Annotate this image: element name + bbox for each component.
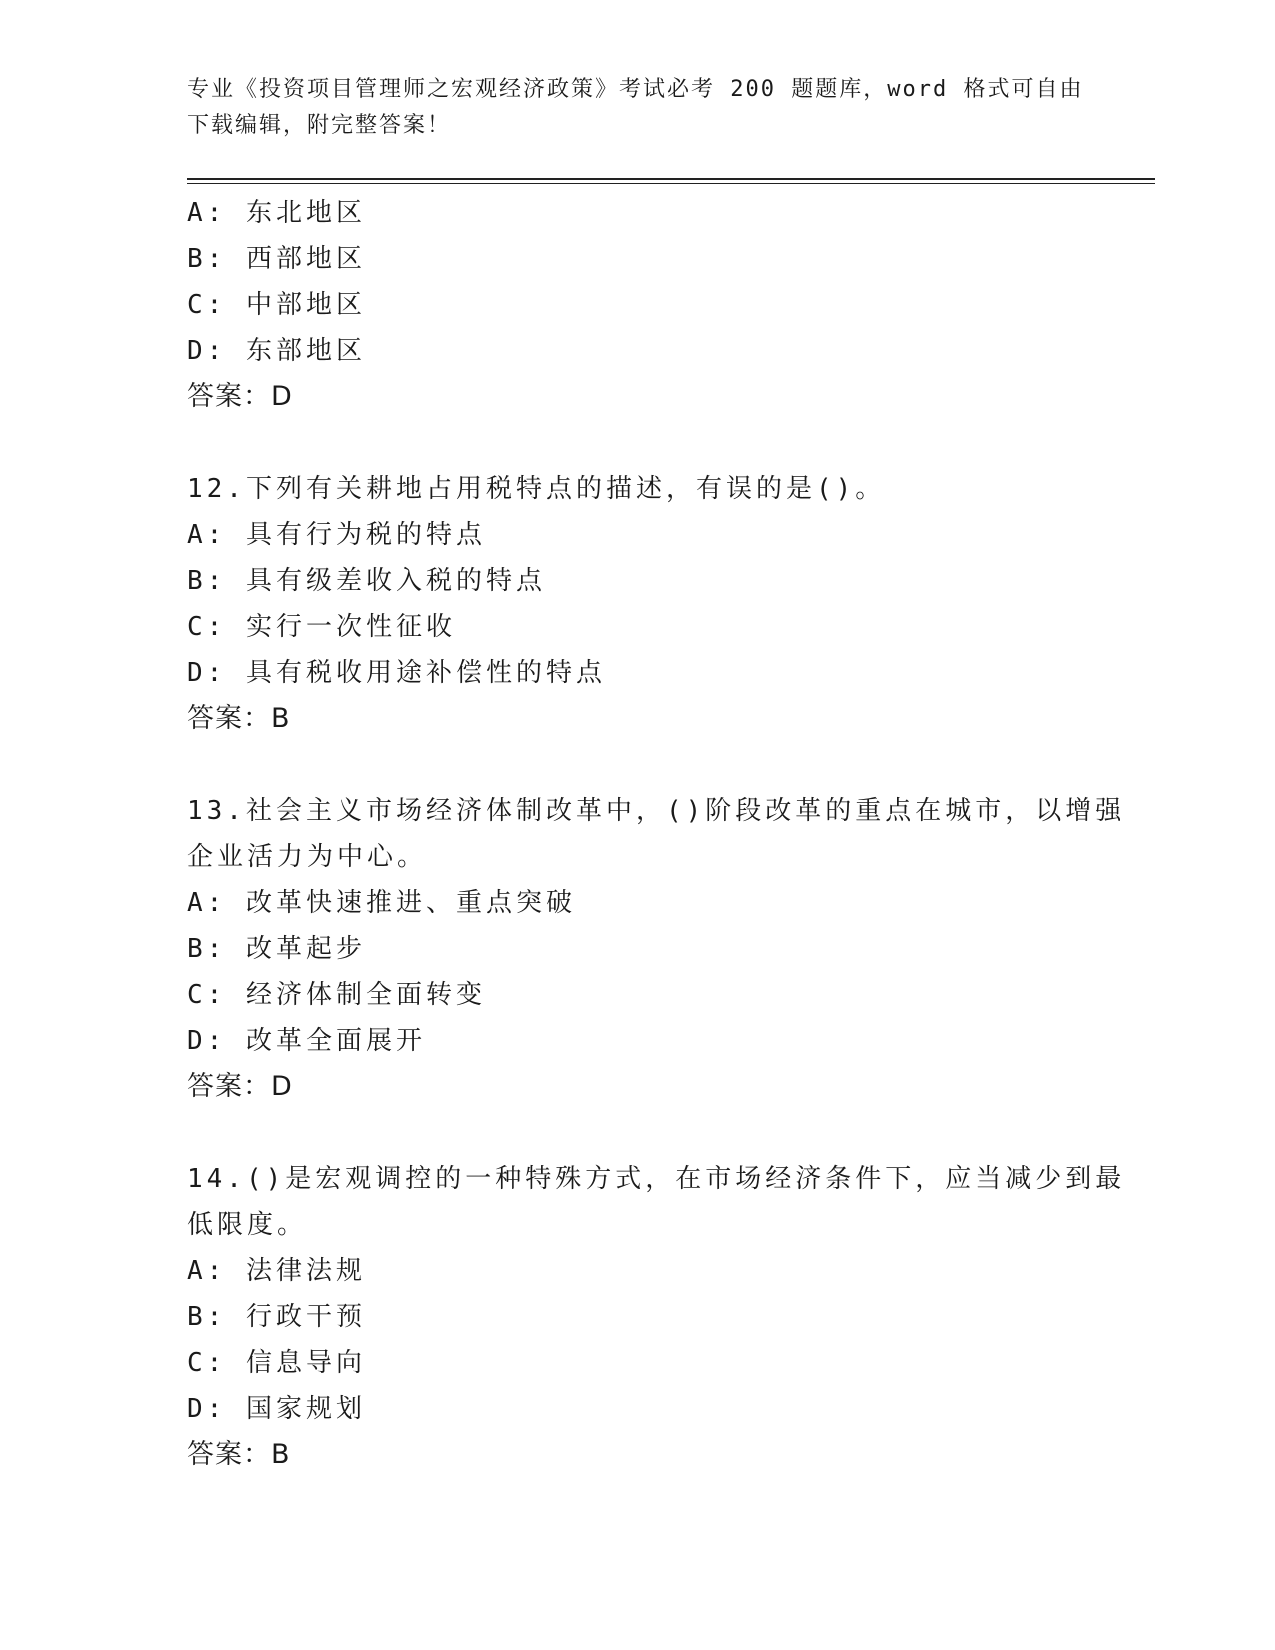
answer: 答案：B: [187, 703, 291, 734]
answer: 答案：D: [187, 1071, 293, 1102]
option-b: B: 行政干预: [187, 1302, 366, 1332]
option-d: D: 具有税收用途补偿性的特点: [187, 658, 606, 688]
header-line-1: 专业《投资项目管理师之宏观经济政策》考试必考 200 题题库，word 格式可自由: [187, 77, 1084, 102]
spacer: [187, 1110, 1087, 1156]
question-text: 12.下列有关耕地占用税特点的描述，有误的是()。: [187, 474, 886, 504]
option-d: D: 国家规划: [187, 1394, 366, 1424]
header-divider: [187, 178, 1155, 184]
question-12: [187, 466, 1087, 742]
answer: 答案：B: [187, 1439, 291, 1470]
answer: 答案：D: [187, 381, 293, 412]
question-text-line-1: 13.社会主义市场经济体制改革中，()阶段改革的重点在城市，以增强: [187, 796, 1126, 826]
option-d: D: 东部地区: [187, 336, 366, 366]
spacer: [187, 420, 1087, 466]
question-text-line-2: 企业活力为中心。: [187, 842, 428, 872]
option-b: B: 西部地区: [187, 244, 366, 274]
option-a: A: 改革快速推进、重点突破: [187, 888, 576, 918]
option-c: C: 中部地区: [187, 290, 366, 320]
question-13: [187, 788, 1126, 1110]
question-text-line-2: 低限度。: [187, 1210, 308, 1240]
option-c: C: 实行一次性征收: [187, 612, 456, 642]
option-a: A: 法律法规: [187, 1256, 366, 1286]
option-a: A: 东北地区: [187, 198, 366, 228]
option-b: B: 改革起步: [187, 934, 366, 964]
option-a: A: 具有行为税的特点: [187, 520, 486, 550]
option-b: B: 具有级差收入税的特点: [187, 566, 546, 596]
option-c: C: 信息导向: [187, 1348, 366, 1378]
question-14: [187, 1156, 1126, 1478]
document-header: [187, 72, 1087, 144]
question-11: [187, 190, 1087, 420]
question-text-line-1: 14.()是宏观调控的一种特殊方式，在市场经济条件下，应当减少到最: [187, 1164, 1126, 1194]
option-c: C: 经济体制全面转变: [187, 980, 486, 1010]
option-d: D: 改革全面展开: [187, 1026, 426, 1056]
header-line-2: 下载编辑，附完整答案！: [187, 113, 452, 138]
spacer: [187, 742, 1087, 788]
question-content: [187, 190, 1126, 1478]
